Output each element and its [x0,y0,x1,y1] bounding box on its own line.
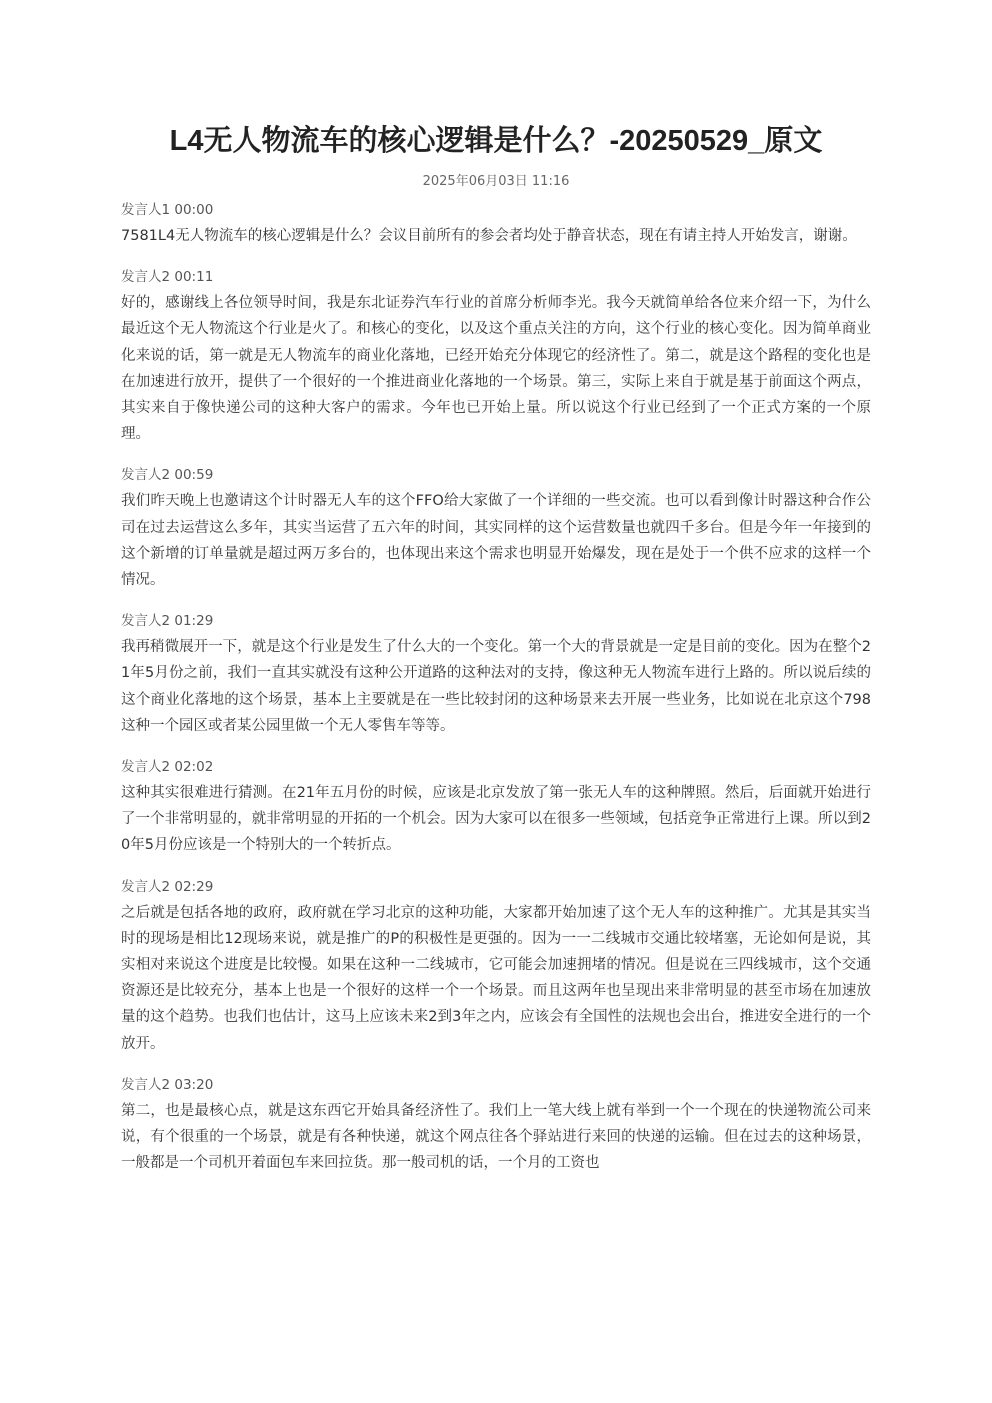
speech-text: 我们昨天晚上也邀请这个计时器无人车的这个FFO给大家做了一个详细的一些交流。也可以看到像计时器这种合作公司在过去运营这么多年，其实当运营了五六年的时间，其实同样的这个运营数量也就四千多台。但是今年一年接到的这个新增的订单量就是超过两万多台的，也体现出来这个需求也明显开始爆发，现在是处于一个供不应求的这样一个情况。 [121,493,871,589]
speech-text: 我再稍微展开一下，就是这个行业是发生了什么大的一个变化。第一个大的背景就是一定是目前的变化。因为在整个21年5月份之前，我们一直其实就没有这种公开道路的这种法对的支持，像这种无人物流车进行上路的。所以说后续的这个商业化落地的这个场景，基本上主要就是在一些比较封闭的这种场景来去开展一些业务，比如说在北京这个798这种一个园区或者某公园里做一个无人零售车等等。 [121,639,871,734]
speaker-timestamp: 发言人2 00:11 [121,269,214,286]
speaker-timestamp: 发言人2 00:59 [121,467,214,484]
speaker-timestamp: 发言人2 02:29 [121,878,214,895]
transcript-entry [121,197,871,249]
speaker-timestamp: 发言人2 03:20 [121,1076,214,1093]
speech-text: 之后就是包括各地的政府，政府就在学习北京的这种功能，大家都开始加速了这个无人车的这种推广。尤其是其实当时的现场是相比12现场来说，就是推广的P的积极性是更强的。因为一一二线城市交通比较堵塞，无论如何是说，其实相对来说这个进度是比较慢。如果在这种一二线城市，它可能会加速拥堵的情况。但是说在三四线城市，这个交通资源还是比较充分，基本上也是一个很好的这样一个一个场景。而且这两年也呈现出来非常明显的甚至市场在加速放量的这个趋势。也我们也估计，这马上应该未来2到3年之内，应该会有全国性的法规也会出台，推进安全进行的一个放开。 [121,904,871,1052]
document-date: 2025年06月03日 11:16 [422,174,570,189]
transcript-entry [121,264,871,447]
transcript [121,197,871,1176]
speaker-timestamp: 发言人2 02:02 [121,759,214,776]
speech-text: 7581L4无人物流车的核心逻辑是什么？会议目前所有的参会者均处于静音状态，现在有请主持人开始发言，谢谢。 [121,228,857,244]
document-title: L4无人物流车的核心逻辑是什么？-20250529_原文 [169,125,823,157]
transcript-entry [121,1072,871,1177]
speaker-timestamp: 发言人1 00:00 [121,202,214,218]
speech-text: 好的，感谢线上各位领导时间，我是东北证券汽车行业的首席分析师李光。我今天就简单给各位来介绍一下，为什么最近这个无人物流这个行业是火了。和核心的变化，以及这个重点关注的方向，这个行业的核心变化。因为简单商业化来说的话，第一就是无人物流车的商业化落地，已经开始充分体现它的经济性了。第二，就是这个路程的变化也是在加速进行放开，提供了一个很好的一个推进商业化落地的一个场景。第三，实际上来自于就是基于前面这个两点，其实来自于像快递公司的这种大客户的需求。今年也已开始上量。所以说这个行业已经到了一个正式方案的一个原理。 [121,295,871,443]
transcript-entry [121,874,871,1057]
speaker-timestamp: 发言人2 01:29 [121,613,214,630]
transcript-entry [121,462,871,593]
speech-text: 第二，也是最核心点，就是这东西它开始具备经济性了。我们上一笔大线上就有举到一个一个现在的快递物流公司来说，有个很重的一个场景，就是有各种快递，就这个网点往各个驿站进行来回的快递的运输。但在过去的这种场景，一般都是一个司机开着面包车来回拉货。那一般司机的话，一个月的工资也 [121,1102,871,1172]
transcript-entry [121,608,871,739]
transcript-entry [121,754,871,859]
speech-text: 这种其实很难进行猜测。在21年五月份的时候，应该是北京发放了第一张无人车的这种牌照。然后，后面就开始进行了一个非常明显的，就非常明显的开拓的一个机会。因为大家可以在很多一些领域，包括竞争正常进行上课。所以到20年5月份应该是一个特别大的一个转折点。 [121,785,871,854]
